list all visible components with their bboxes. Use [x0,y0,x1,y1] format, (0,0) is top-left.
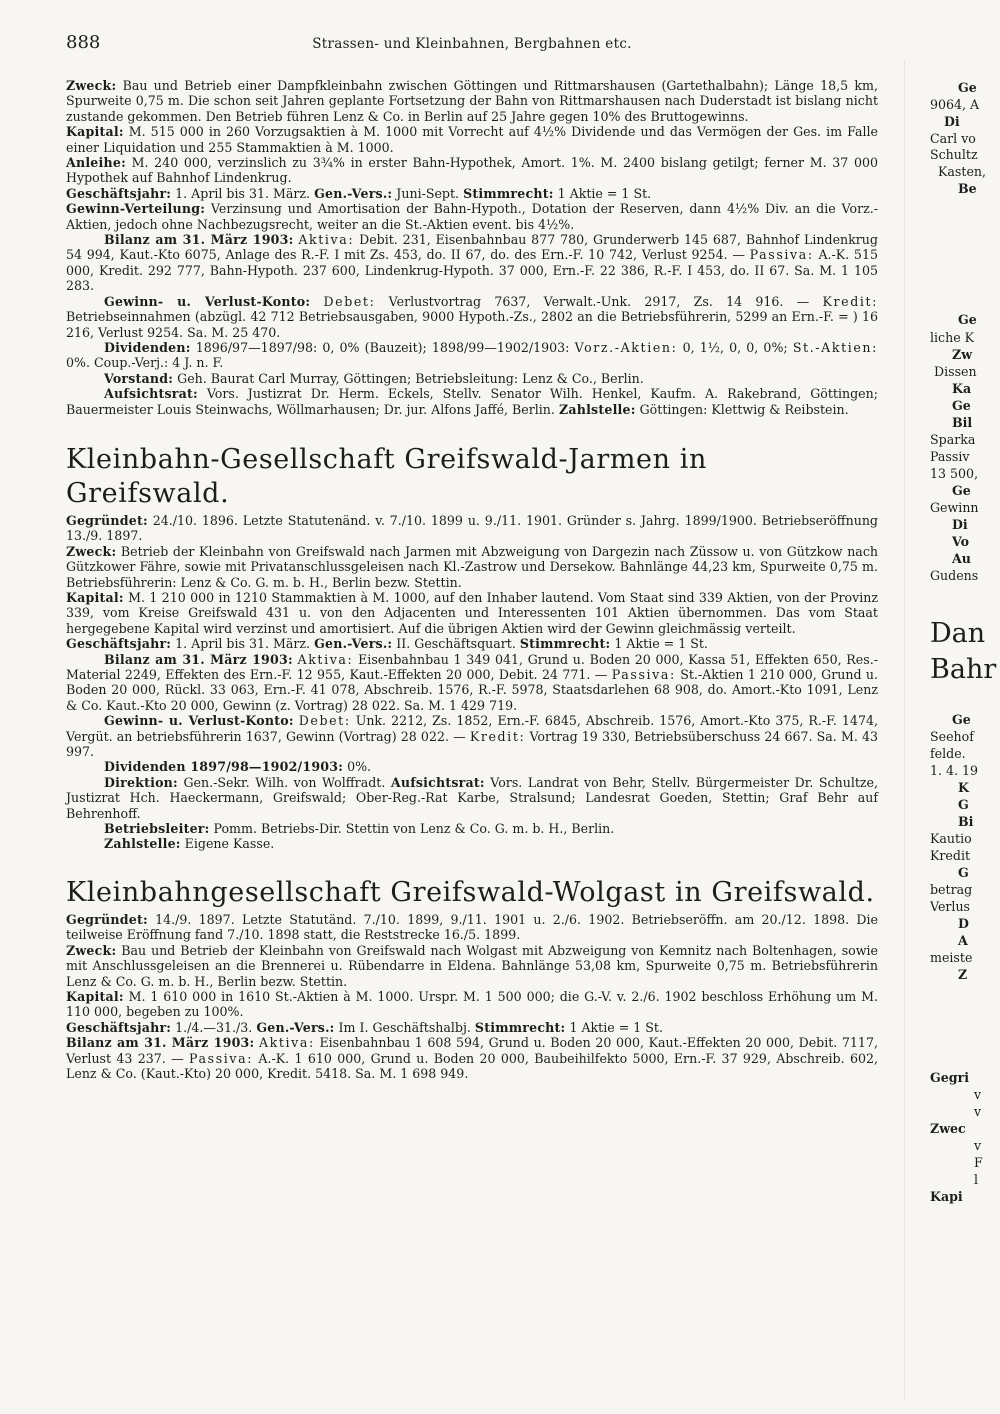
guv-debet-text: Unk. 2212, Zs. 1852, Ern.-F. 6845, Abschreib. 1576, Amort.-Kto 375, R.-F. 1474, Vergüt. an betriebsführerin 1637, Gewinn (Vortrag) 28 022. — [66,713,878,744]
neighbor-text: Kasten, [938,164,987,179]
kapital-label: Kapital: [66,124,124,140]
guv-debet-label: Debet: [298,713,351,729]
bilanz-aktiva-text: Eisenbahnbau 1 608 594, Grund u. Boden 20 000, Kaut.-Effekten 20 000, Debit. 7117, Verlust 43 237. — [66,1035,878,1066]
neighbor-text: Bi [958,814,974,829]
neighbor-text: Au [952,551,971,566]
betriebsleiter-text: Pomm. Betriebs-Dir. Stettin von Lenz & Co. G. m. b. H., Berlin. [213,821,615,837]
dividenden-paragraph [66,340,878,371]
neighbor-text: D [958,916,969,931]
neighbor-text: G [958,865,969,880]
bilanz-passiva-text: St.-Aktien 1 210 000, Grund u. Boden 20 000, Rückl. 33 063, Ern.-F. 41 078, Abschreib. 1576, R.-F. 5978, Staatsdarlehen 68 908, do. Amort.-Kto 1091, Lenz & Co. Kaut.-Kto 20 000, Gewinn (z. Vortrag) 28 022. Sa. M. 1 429 719. [66,667,878,713]
bilanz-passiva-text: A.-K. 1 610 000, Grund u. Boden 20 000, Baubeihilfekto 5000, Ern.-F. 37 929, Abschreib. 602, Lenz & Co. (Kaut.-Kto) 20 000, Kredit. 5418. Sa. M. 1 698 949. [66,1050,878,1081]
aufsichtsrat-paragraph [66,386,878,417]
neighbor-text: v [974,1138,982,1153]
gewinn-verteilung-label: Gewinn-Verteilung: [66,201,206,217]
guv-paragraph [66,713,878,759]
dividenden-label: Dividenden 1897/98—1902/1903: [104,759,344,775]
company-title: Kleinbahngesellschaft Greifswald-Wolgast in Greifswald. [66,876,875,908]
neighbor-title: Bahr [930,654,997,685]
gegruendet-label: Gegründet: [66,512,148,528]
bilanz-label: Bilanz am 31. März 1903: [66,1035,255,1051]
vorstand-paragraph [66,371,878,386]
direktion-label: Direktion: [104,774,178,790]
geschaeftsjahr-text: 1. April bis 31. März. [175,636,311,652]
geschaeftsjahr-text: 1./4.—31./3. [175,1019,253,1035]
stimmrecht-text: 1 Aktie = 1 St. [557,185,652,201]
neighbor-text: Verlus [930,899,971,914]
gen-vers-label: Gen.-Vers.: [314,185,393,201]
neighbor-text: Schultz [930,147,978,162]
neighbor-text: meiste [930,950,973,965]
geschaeftsjahr-paragraph [66,1020,878,1035]
neighbor-text: K [958,780,969,795]
gewinn-verteilung-text: Verzinsung und Amortisation der Bahn-Hypoth., Dotation der Reserven, dann 4½% Div. an die Vorz.-Aktien, jedoch ohne Nachbezugsrecht, weiter an die St.-Aktien event. bis 4½%. [66,201,878,232]
dividenden-vz-text: 0, 1½, 0, 0, 0%; [682,339,788,355]
aufsichtsrat-text: Vors. Landrat von Behr, Stellv. Bürgermeister Dr. Schultze, Justizrat Hch. Haeckermann, Greifswald; Ober-Reg.-Rat Karbe, Stralsund; Landesrat Goeden, Stettin; Graf Behr auf Behrenhoff. [66,774,879,821]
stimmrecht-label: Stimmrecht: [463,185,554,201]
zahlstelle-text: Eigene Kasse. [184,836,275,852]
entry-greifswald-wolgast [66,876,878,1081]
main-column [66,78,878,1081]
neighbor-text: v [974,1104,982,1119]
kapital-label: Kapital: [66,589,124,605]
zahlstelle-label: Zahlstelle: [558,401,636,417]
aufsichtsrat-label: Aufsichtsrat: [104,386,198,402]
bilanz-passiva-label: Passiva: [611,667,676,682]
gen-vers-label: Gen.-Vers.: [256,1019,335,1035]
neighbor-text: Bil [952,415,973,430]
zweck-text: Bau und Betrieb einer Dampfkleinbahn zwischen Göttingen und Rittmarshausen (Gartethalbahn); Länge 18,5 km, Spurweite 0,75 m. Die schon seit Jahren geplante Fortsetzung der Bahn von Rittmarshausen nach Duderstadt ist bislang nicht zustande gekommen. Den Betrieb führen Lenz & Co. in Berlin auf 25 Jahre gegen 10% des Bruttogewinns. [66,78,878,124]
neighbor-text: Kredit [930,848,971,863]
neighbor-text: Kautio [930,831,972,846]
zweck-label: Zweck: [66,942,117,958]
dividenden-text: 0%. [347,759,372,775]
gen-vers-text: Im I. Geschäftshalbj. [338,1019,471,1035]
neighbor-text: Passiv [930,449,970,464]
dividenden-label: Dividenden: [104,339,191,355]
entry-greifswald-jarmen [66,443,878,852]
direktion-text: Gen.-Sekr. Wilh. von Wolffradt. [183,774,386,790]
zahlstelle-text: Göttingen: Klettwig & Reibstein. [639,401,849,417]
bilanz-paragraph [66,232,878,294]
gegruendet-label: Gegründet: [66,911,148,927]
gegruendet-text: 14./9. 1897. Letzte Statutänd. 7./10. 1899, 9./11. 1901 u. 2./6. 1902. Betriebseröffn. am 20./12. 1898. Die teilweise Eröffnung fand 7./10. 1898 statt, die Reststrecke 16./5. 1899. [66,911,878,943]
neighbor-text: Ge [952,398,971,413]
zweck-text: Betrieb der Kleinbahn von Greifswald nach Jarmen mit Abzweigung von Dargezin nach Züssow u. von Gützkow nach Gützkower Fähre, sowie mit Privatanschlussgeleisen nach Kl.-Zastrow und Dersekow. Bahnlänge 44,23 km, Spurweite 0,75 m. Betriebsführerin: Lenz & Co. G. m. b. H., Berlin bezw. Stettin. [66,543,878,590]
neighbor-text: G [958,797,969,812]
stimmrecht-text: 1 Aktie = 1 St. [614,636,708,652]
neighbor-text: Gudens [930,568,979,583]
zahlstelle-label: Zahlstelle: [104,836,181,852]
neighbor-text: Zwec [930,1121,966,1136]
neighbor-text: Sparka [930,432,976,447]
bilanz-passiva-label: Passiva: [749,247,814,263]
guv-kredit-text: Betriebseinnahmen (abzügl. 42 712 Betriebsausgaben, 9000 Hypoth.-Zs., 2802 an die Betriebsführerin, 5299 an Ern.-F. = ) 16 216, Verlust 9254. Sa. M. 25 470. [66,309,878,340]
geschaeftsjahr-label: Geschäftsjahr: [66,636,172,652]
neighbor-text: betrag [930,882,973,897]
neighbor-text: Be [958,181,977,196]
neighbor-text: Z [958,967,968,982]
zweck-label: Zweck: [66,543,117,559]
zahlstelle-paragraph [66,836,878,851]
aufsichtsrat-text: Vors. Justizrat Dr. Herm. Eckels, Stellv. Senator Wilh. Henkel, Kaufm. A. Rakebrand, Göttingen; Bauermeister Louis Steinwachs, Wöllmarhausen; Dr. jur. Alfons Jaffé, Berlin. [66,386,878,417]
guv-kredit-text: Vortrag 19 330, Betriebsüberschuss 24 667. Sa. M. 43 997. [66,728,878,760]
page-header [66,32,878,56]
running-title: Strassen- und Kleinbahnen, Bergbahnen etc. [312,36,632,52]
neighbor-text: 1. 4. 19 [930,763,979,778]
vorstand-text: Geh. Baurat Carl Murray, Göttingen; Betriebsleitung: Lenz & Co., Berlin. [177,370,644,386]
page-number: 888 [66,32,101,53]
entry-goettingen-rittmarshausen [66,78,878,417]
kapital-paragraph [66,989,878,1020]
geschaeftsjahr-text: 1. April bis 31. März. [175,185,311,201]
neighbor-text: liche K [930,330,975,345]
neighbor-text: Dissen [934,364,977,379]
kapital-text: M. 515 000 in 260 Vorzugsaktien à M. 1000 mit Vorrecht auf 4½% Dividende und das Vermögen der Ges. im Falle einer Liquidation und 255 Stammaktien à M. 1000. [66,124,878,155]
neighbor-text: Gegri [930,1070,969,1085]
geschaeftsjahr-paragraph [66,186,878,201]
anleihe-label: Anleihe: [66,155,126,171]
neighbor-page-edge [930,70,1000,1410]
zweck-paragraph [66,78,878,124]
guv-debet-text: Verlustvortrag 7637, Verwalt.-Unk. 2917, Zs. 14 916. — [388,293,810,309]
neighbor-text: Zw [952,347,973,362]
guv-kredit-label: Kredit: [822,293,879,309]
direktion-paragraph [66,775,878,821]
bilanz-aktiva-text: Debit. 231, Eisenbahnbau 877 780, Grunderwerb 145 687, Bahnhof Lindenkrug 54 994, Kaut.-Kto 6075, Anlage des R.-F. I mit Zs. 453, do. II 67, do. des Ern.-F. 10 742, Verlust 9254. — [66,232,878,263]
zweck-label: Zweck: [66,78,117,93]
page-gutter [904,60,905,1400]
bilanz-paragraph [66,652,878,714]
neighbor-text: Ge [958,80,977,95]
neighbor-title: Dan [930,618,986,649]
neighbor-text: Ge [952,483,971,498]
dividenden-paragraph [66,759,878,774]
dividenden-text: 1896/97—1897/98: 0, 0% (Bauzeit); 1898/99—1902/1903: [195,339,570,355]
guv-label: Gewinn- u. Verlust-Konto: [104,713,294,729]
geschaeftsjahr-label: Geschäftsjahr: [66,185,172,201]
gen-vers-text: Juni-Sept. [396,185,460,201]
neighbor-text: 13 500, [930,466,979,481]
vorstand-label: Vorstand: [104,370,174,386]
bilanz-paragraph [66,1035,878,1081]
zweck-paragraph [66,544,878,590]
neighbor-text: l [974,1172,979,1187]
guv-paragraph [66,294,878,340]
gegruendet-paragraph [66,513,878,544]
neighbor-text: Carl vo [930,131,976,146]
bilanz-passiva-text: A.-K. 515 000, Kredit. 292 777, Bahn-Hypoth. 237 600, Lindenkrug-Hypoth. 37 000, Ern.-F. 22 386, R.-F. I 453, do. II 67. Sa. M. 1 105 283. [66,247,878,294]
kapital-text: M. 1 610 000 in 1610 St.-Aktien à M. 1000. Urspr. M. 1 500 000; die G.-V. v. 2./6. 1902 beschloss Erhöhung um M. 110 000, begeben zu 100%. [66,988,879,1020]
zweck-text: Bau und Betrieb der Kleinbahn von Greifswald nach Wolgast mit Abzweigung von Kemnitz nach Boltenhagen, sowie mit Anschlussgeleisen an die Brennerei u. Rübendarre in Eldena. Bahnlänge 53,08 km, Spurweite 0,75 m. Betriebsführerin Lenz & Co. G. m. b. H., Berlin bezw. Stettin. [66,942,878,989]
gewinn-verteilung-paragraph [66,201,878,232]
bilanz-passiva-label: Passiva: [189,1050,254,1066]
neighbor-text: Ge [952,712,971,727]
stimmrecht-label: Stimmrecht: [474,1019,566,1035]
betriebsleiter-label: Betriebsleiter: [104,821,210,837]
company-title: Kleinbahn-Gesellschaft Greifswald-Jarmen in Greifswald. [66,443,708,509]
bilanz-aktiva-label: Aktiva: [297,651,354,667]
betriebsleiter-paragraph [66,821,878,836]
kapital-text: M. 1 210 000 in 1210 Stammaktien à M. 1000, auf den Inhaber lautend. Vom Staat sind 339 Aktien, von der Provinz 339, vom Kreise Greifswald 431 u. von den Adjacenten und Interessenten 101 Aktien übernommen. Das vom Staat hergegebene Kapital wird verzinst und amortisiert. Auf die übrigen Aktien wird der Gewinn gleichmässig verteilt. [66,589,878,636]
geschaeftsjahr-label: Geschäftsjahr: [66,1019,172,1035]
guv-debet-label: Debet: [323,293,376,309]
bilanz-aktiva-label: Aktiva: [298,232,355,248]
gegruendet-paragraph [66,912,878,943]
kapital-label: Kapital: [66,988,124,1004]
stimmrecht-text: 1 Aktie = 1 St. [569,1019,663,1035]
neighbor-text: 9064, A [930,97,980,112]
neighbor-text: Ka [952,381,972,396]
zweck-paragraph [66,943,878,989]
stimmrecht-label: Stimmrecht: [519,636,611,652]
gen-vers-text: II. Geschäftsquart. [396,636,516,652]
neighbor-text: Gewinn [930,500,979,515]
geschaeftsjahr-paragraph [66,636,878,651]
dividenden-st-text: 0%. Coup.-Verj.: 4 J. n. F. [66,355,224,371]
neighbor-text: Vo [952,534,970,549]
bilanz-label: Bilanz am 31. März 1903: [104,651,293,667]
neighbor-text: Di [944,114,960,129]
anleihe-text: M. 240 000, verzinslich zu 3¾% in erster Bahn-Hypothek, Amort. 1%. M. 2400 bislang getilgt; ferner M. 37 000 Hypothek auf Bahnhof Lindenkrug. [66,155,878,186]
guv-label: Gewinn- u. Verlust-Konto: [104,293,311,309]
neighbor-text: Kapi [930,1189,963,1204]
gen-vers-label: Gen.-Vers.: [314,636,393,652]
bilanz-aktiva-label: Aktiva: [258,1035,315,1051]
kapital-paragraph [66,590,878,636]
neighbor-text: felde. [930,746,966,761]
kapital-paragraph [66,124,878,155]
dividenden-st-label: St.-Aktien: [792,339,878,355]
neighbor-text: Ge [958,312,977,327]
bilanz-label: Bilanz am 31. März 1903: [104,232,294,248]
neighbor-text: F [974,1155,983,1170]
neighbor-text: Seehof [930,729,974,744]
guv-kredit-label: Kredit: [469,728,526,744]
gegruendet-text: 24./10. 1896. Letzte Statutenänd. v. 7./10. 1899 u. 9./11. 1901. Gründer s. Jahrg. 1899/1900. Betriebseröffnung 13./9. 1897. [66,512,878,544]
aufsichtsrat-label: Aufsichtsrat: [390,774,485,790]
neighbor-text: v [974,1087,982,1102]
neighbor-text: A [958,933,968,948]
dividenden-vz-label: Vorz.-Aktien: [574,339,678,355]
anleihe-paragraph [66,155,878,186]
bilanz-aktiva-text: Eisenbahnbau 1 349 041, Grund u. Boden 20 000, Kassa 51, Effekten 650, Res.-Material 2249, Effekten des Ern.-F. 12 955, Kaut.-Effekten 20 000, Debit. 24 771. — [66,651,878,682]
neighbor-text: Di [952,517,968,532]
